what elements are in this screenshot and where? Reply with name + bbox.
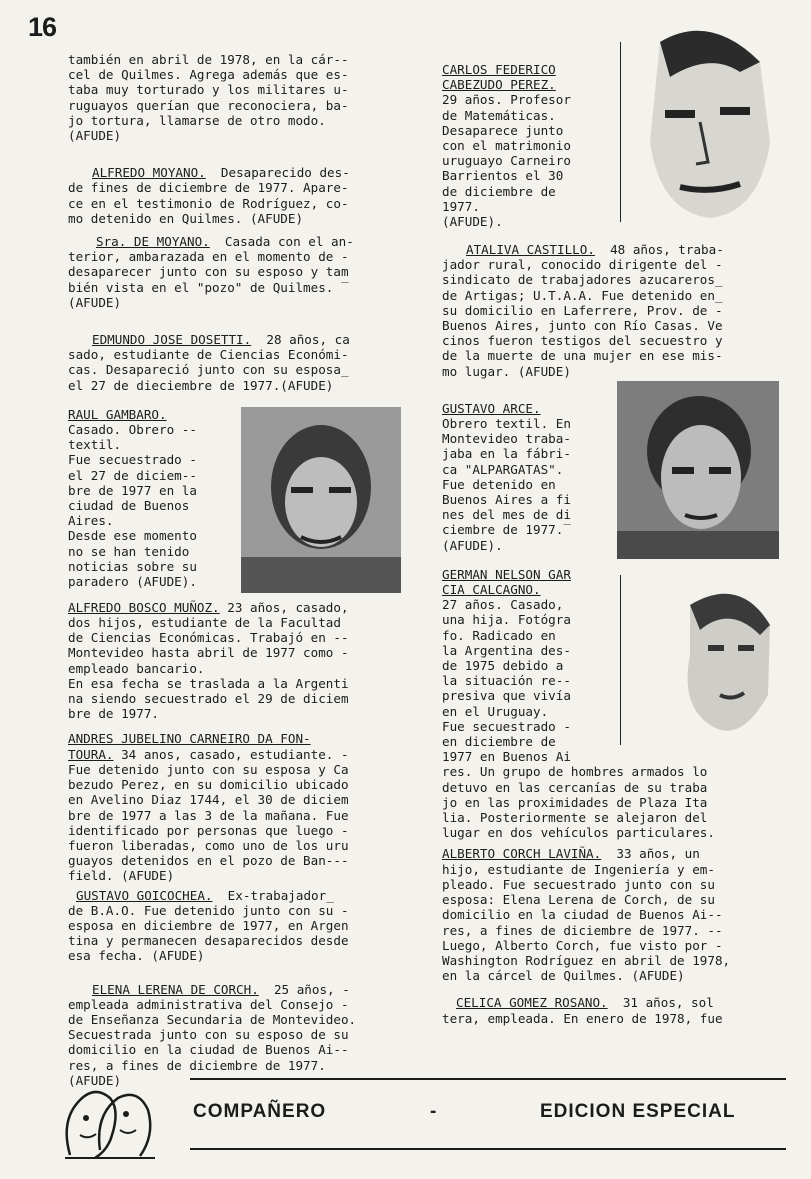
publication-name: COMPAÑERO bbox=[193, 1101, 327, 1122]
name-arce: GUSTAVO ARCE. bbox=[442, 400, 541, 416]
entry-sra-moyano bbox=[68, 234, 400, 310]
name-rosano: CELICA GOMEZ ROSANO. bbox=[456, 995, 608, 1011]
name-garcia: GERMAN NELSON GAR CIA CALCAGNO. bbox=[442, 566, 571, 598]
photo-garcia bbox=[620, 575, 780, 745]
name-goicochea: GUSTAVO GOICOCHEA. bbox=[76, 887, 213, 903]
entry-moyano bbox=[68, 165, 400, 226]
edition-name: EDICION ESPECIAL bbox=[540, 1101, 736, 1122]
page-number: 16 bbox=[28, 12, 57, 42]
name-moyano: ALFREDO MOYANO. bbox=[92, 165, 206, 181]
footer-top-rule bbox=[190, 1078, 786, 1080]
name-castillo: ATALIVA CASTILLO. bbox=[466, 242, 595, 257]
entry-gambaro bbox=[68, 407, 400, 600]
intro-text: también en abril de 1978, en la cár-- cel de Quilmes. Agrega además que es- taba muy torturado y los militares u- ruguayos querían que reconociera, ba- jo tortura, llamarse de otro modo. (AFUDE) bbox=[68, 52, 349, 144]
name-lerena: ELENA LERENA DE CORCH. bbox=[92, 981, 259, 997]
entry-castillo bbox=[442, 242, 786, 379]
footer-bottom-rule bbox=[190, 1148, 786, 1150]
name-corch: ALBERTO CORCH LAVIÑA. bbox=[442, 846, 602, 862]
left-column bbox=[68, 52, 400, 1088]
text-bosco: 23 años, casado, dos hijos, estudiante de la Facultad de Ciencias Económicas. Trabajó en -- Montevideo hasta abril de 1977 como - empleado bancario. En esa fecha se traslada a la Argenti na siendo secuestrado el 29 de diciem bre de 1977. bbox=[68, 599, 349, 722]
portrait-garcia-icon bbox=[620, 575, 780, 745]
text-castillo: 48 años, traba- jador rural, conocido dirigente del - sindicato de trabajadores azucareros_ de Artigas; U.T.A.A. Fue detenido en_ su domicilio en Laferrere, Prov. de - Buenos Aires, junto con Río Casas. Ve cinos fueron testigos del secuestro y de la muerte de una mujer en ese mis- mo lugar. (AFUDE) bbox=[442, 242, 724, 379]
portrait-arce-icon bbox=[617, 381, 779, 559]
footer-dash: - bbox=[430, 1101, 438, 1122]
text-lerena: 25 años, - empleada administrativa del Consejo - de Enseñanza Secundaria de Montevideo. Secuestrada junto con su esposo de su domicilio en la ciudad de Buenos Ai-- res, a fines de diciembre de 1977. (AFUDE) bbox=[68, 981, 357, 1088]
text-corch: 33 años, un hijo, estudiante de Ingeniería y em- pleado. Fue secuestrado junto con su esposa: Elena Lerena de Corch, de su domicilio en la ciudad de Buenos Ai-- res, a fines de diciembre de 1977. -- Luego, Alberto Corch, fue visto por - Washington Rodríguez en abril de 1978, en la cárcel de Quilmes. (AFUDE) bbox=[442, 846, 731, 984]
entry-corch bbox=[442, 846, 786, 983]
photo-cabezudo bbox=[620, 22, 786, 226]
right-column bbox=[442, 62, 786, 1026]
portrait-cabezudo-icon bbox=[620, 22, 786, 226]
text-gambaro: Casado. Obrero -- textil. Fue secuestrado - el 27 de diciem-- bre de 1977 en la ciudad de Buenos Aires. Desde ese momento no se han tenido noticias sobre su paradero (AFUDE). bbox=[68, 422, 197, 590]
entry-cabezudo bbox=[442, 62, 786, 232]
text-garcia: 27 años. Casado, una hija. Fotógra fo. Radicado en la Argentina des- de 1975 debido a la situación re-- presiva que vivía en el Uruguay. Fue secuestrado - en diciembre de 1977 en Buenos Ai res. Un grupo de hombres armados lo detuvo en las cercanías de su traba jo en las proximidades de Plaza Ita lia. Posteriormente se alejaron del lugar en dos vehículos particulares. bbox=[442, 597, 715, 841]
name-carneiro: ANDRES JUBELINO CARNEIRO DA FON- TOURA. bbox=[68, 731, 311, 762]
text-carneiro: 34 anos, casado, estudiante. - Fue detenido junto con su esposa y Ca bezudo Perez, en su domicilio ubicado en Avelino Diaz 1744, el 30 de diciem bre de 1977 a las 3 de la mañana. Fue identificado por personas que luego - fueron liberadas, como uno de los uru guayos detenidos en el pozo de Ban--- field. (AFUDE) bbox=[68, 746, 349, 884]
text-sra-moyano: Casada con el an- terior, ambarazada en el momento de - desaparecer junto con su esposo y tam bién vista en el "pozo" de Quilmes. ‾ (AFUDE) bbox=[68, 234, 354, 310]
name-cabezudo: CARLOS FEDERICO CABEZUDO PEREZ. bbox=[442, 62, 556, 93]
entry-dosetti bbox=[68, 332, 400, 393]
text-dosetti: 28 años, ca sado, estudiante de Ciencias Económi- cas. Desapareció junto con su esposa_ el 27 de dieciembre de 1977.(AFUDE) bbox=[68, 332, 350, 393]
entry-goicochea bbox=[68, 888, 400, 964]
name-gambaro: RAUL GAMBARO. bbox=[68, 406, 167, 422]
photo-gambaro bbox=[241, 407, 401, 593]
entry-arce bbox=[442, 401, 786, 563]
name-sra-moyano: Sra. DE MOYANO. bbox=[96, 234, 210, 250]
entry-carneiro bbox=[68, 731, 400, 883]
entry-garcia bbox=[442, 567, 786, 841]
text-moyano: Desaparecido des- de fines de diciembre de 1977. Apare- ce en el testimonio de Rodríguez, co- mo detenido en Quilmes. (AFUDE) bbox=[68, 165, 350, 226]
footer bbox=[0, 1060, 811, 1170]
text-arce: Obrero textil. En Montevideo traba- jaba en la fábri- ca "ALPARGATAS". Fue detenido en Buenos Aires a fi nes del mes de di ciembre de 1977.‾ (AFUDE). bbox=[442, 416, 571, 553]
name-dosetti: EDMUNDO JOSE DOSETTI. bbox=[92, 332, 252, 348]
text-cabezudo: 29 años. Profesor de Matemáticas. Desaparece junto con el matrimonio uruguayo Carneiro Barrientos el 30 de diciembre de 1977. (AFUDE). bbox=[442, 92, 571, 230]
photo-arce bbox=[617, 381, 779, 559]
name-bosco: ALFREDO BOSCO MUÑOZ. bbox=[68, 599, 220, 615]
portrait-gambaro-icon bbox=[241, 407, 401, 593]
entry-rosano bbox=[442, 995, 786, 1025]
text-goicochea: Ex-trabajador_ de B.A.O. Fue detenido junto con su - esposa en diciembre de 1977, en Argen tina y permanecen desaparecidos desde esa fecha. (AFUDE) bbox=[68, 887, 349, 964]
entry-bosco bbox=[68, 600, 400, 722]
companero-logo-icon bbox=[50, 1080, 160, 1160]
text-rosano: 31 años, sol tera, empleada. En enero de 1978, fue bbox=[442, 995, 723, 1026]
